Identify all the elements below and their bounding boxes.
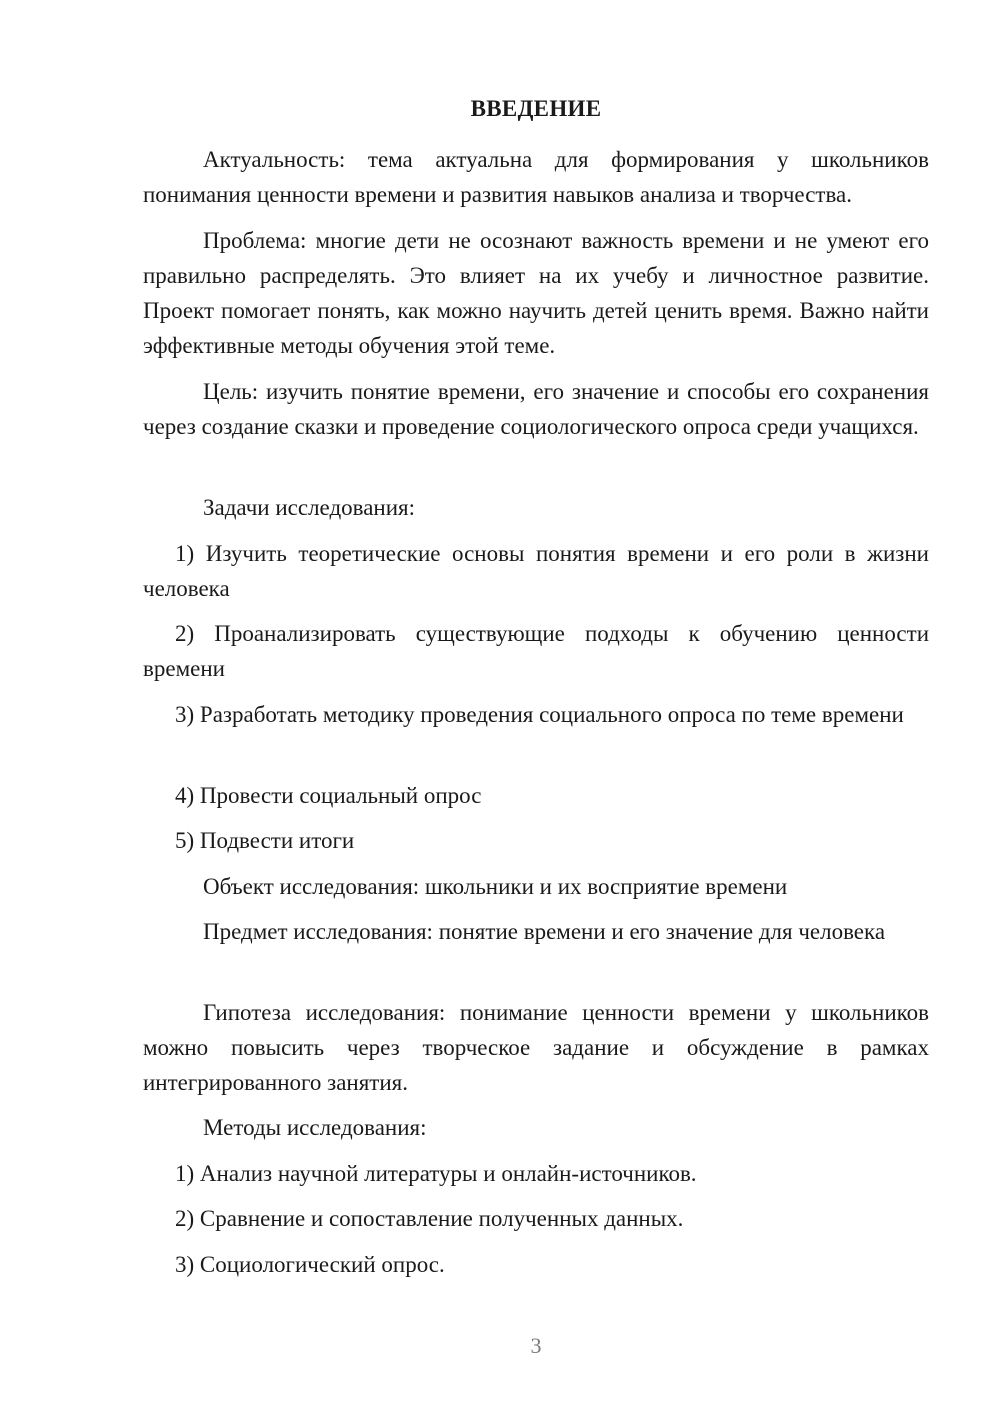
paragraph-goal: Цель: изучить понятие времени, его значение и способы его сохранения через создание сказки и проведение социологического опроса среди учащихся. (143, 379, 929, 439)
task-item-3: 3) Разработать методику проведения социального опроса по теме времени (175, 702, 904, 727)
paragraph-relevance: Актуальность: тема актуальна для формирования у школьников понимания ценности времени и развития навыков анализа и творчества. (143, 147, 929, 207)
paragraph-hypothesis: Гипотеза исследования: понимание ценности времени у школьников можно повысить через творческое задание и обсуждение в рамках интегрированного занятия. (143, 1000, 929, 1095)
section-title: ВВЕДЕНИЕ (470, 96, 602, 121)
method-item-2: 2) Сравнение и сопоставление полученных данных. (175, 1206, 684, 1231)
page-number: 3 (530, 1333, 542, 1358)
paragraph-object: Объект исследования: школьники и их восприятие времени (203, 874, 788, 899)
method-item-1: 1) Анализ научной литературы и онлайн-источников. (175, 1161, 697, 1186)
method-item-3: 3) Социологический опрос. (175, 1252, 445, 1277)
task-item-2: 2) Проанализировать существующие подходы к обучению ценности времени (143, 621, 929, 681)
task-item-1: 1) Изучить теоретические основы понятия времени и его роли в жизни человека (143, 541, 929, 601)
paragraph-tasks-heading: Задачи исследования: (203, 495, 416, 520)
task-item-4: 4) Провести социальный опрос (175, 783, 482, 808)
paragraph-methods-heading: Методы исследования: (203, 1115, 427, 1140)
paragraph-subject: Предмет исследования: понятие времени и его значение для человека (203, 919, 886, 944)
task-item-5: 5) Подвести итоги (175, 828, 355, 853)
paragraph-problem: Проблема: многие дети не осознают важность времени и не умеют его правильно распределять. Это влияет на их учебу и личностное развитие. Проект помогает понять, как можно научить детей ценить время. Важно найти эффективные методы обучения этой теме. (143, 228, 929, 358)
